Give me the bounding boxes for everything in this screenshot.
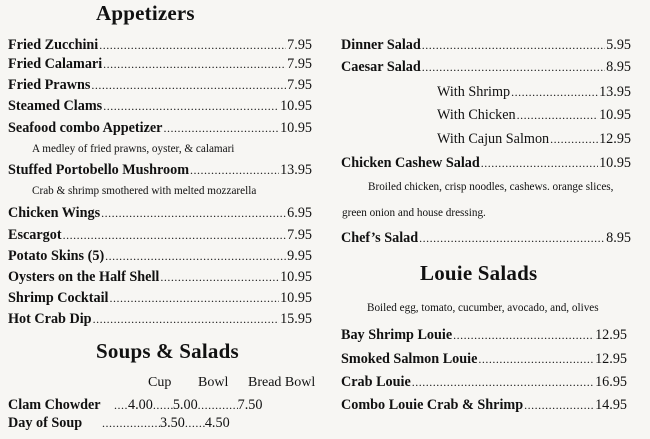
- item-description: Broiled chicken, crisp noodles, cashews. orange slices,: [368, 181, 614, 193]
- menu-item: Chicken Cashew Salad ..... 10.95: [341, 154, 631, 172]
- menu-item: Dinner Salad ..... 5.95: [341, 36, 631, 54]
- appetizers-title: Appetizers: [96, 1, 195, 25]
- menu-item: Bay Shrimp Louie ..... 12.95: [341, 326, 627, 344]
- menu-item: Crab Louie ..... 16.95: [341, 373, 627, 391]
- menu-item: Caesar Salad ..... 8.95: [341, 58, 631, 76]
- item-description: Crab & shrimp smothered with melted mozzarella: [32, 185, 257, 197]
- menu-item: Escargot ..... 7.95: [8, 226, 312, 244]
- menu-item: Fried Prawns ..... 7.95: [8, 76, 312, 94]
- menu-item: Hot Crab Dip ..... 15.95: [8, 310, 312, 328]
- menu-item-option: With Cajun Salmon ..... 12.95: [437, 130, 631, 148]
- louie-title: Louie Salads: [420, 261, 538, 285]
- menu-item: Chicken Wings ..... 6.95: [8, 204, 312, 222]
- soup-row: Day of Soup ..... 3.50 ..... 4.50: [8, 414, 230, 432]
- menu-item: Fried Zucchini ..... 7.95: [8, 36, 312, 54]
- menu-item-option: With Chicken ..... 10.95: [437, 106, 631, 124]
- menu-item: Chef’s Salad ..... 8.95: [341, 229, 631, 247]
- menu-item: Oysters on the Half Shell ..... 10.95: [8, 268, 312, 286]
- menu-item: Stuffed Portobello Mushroom ..... 13.95: [8, 161, 312, 179]
- menu-item: Shrimp Cocktail ..... 10.95: [8, 289, 312, 307]
- item-description: green onion and house dressing.: [342, 207, 486, 219]
- column-header-cup: Cup: [148, 375, 172, 390]
- menu-item: Smoked Salmon Louie ..... 12.95: [341, 350, 627, 368]
- menu-item: Steamed Clams ..... 10.95: [8, 97, 312, 115]
- item-description: A medley of fried prawns, oyster, & calamari: [32, 143, 235, 155]
- soup-row: Clam Chowder ..... 4.00 ..... 5.00 ..... 7.50: [8, 396, 262, 414]
- column-header-bread-bowl: Bread Bowl: [248, 375, 316, 390]
- menu-item: Potato Skins (5) ..... 9.95: [8, 247, 312, 265]
- menu-item: Fried Calamari ..... 7.95: [8, 55, 312, 73]
- column-header-bowl: Bowl: [198, 375, 229, 390]
- louie-description: Boiled egg, tomato, cucumber, avocado, and, olives: [367, 302, 599, 314]
- menu-item: Combo Louie Crab & Shrimp ..... 14.95: [341, 396, 627, 414]
- menu-item: Seafood combo Appetizer ..... 10.95: [8, 119, 312, 137]
- menu-item-option: With Shrimp ..... 13.95: [437, 83, 631, 101]
- soups-title: Soups & Salads: [96, 339, 239, 363]
